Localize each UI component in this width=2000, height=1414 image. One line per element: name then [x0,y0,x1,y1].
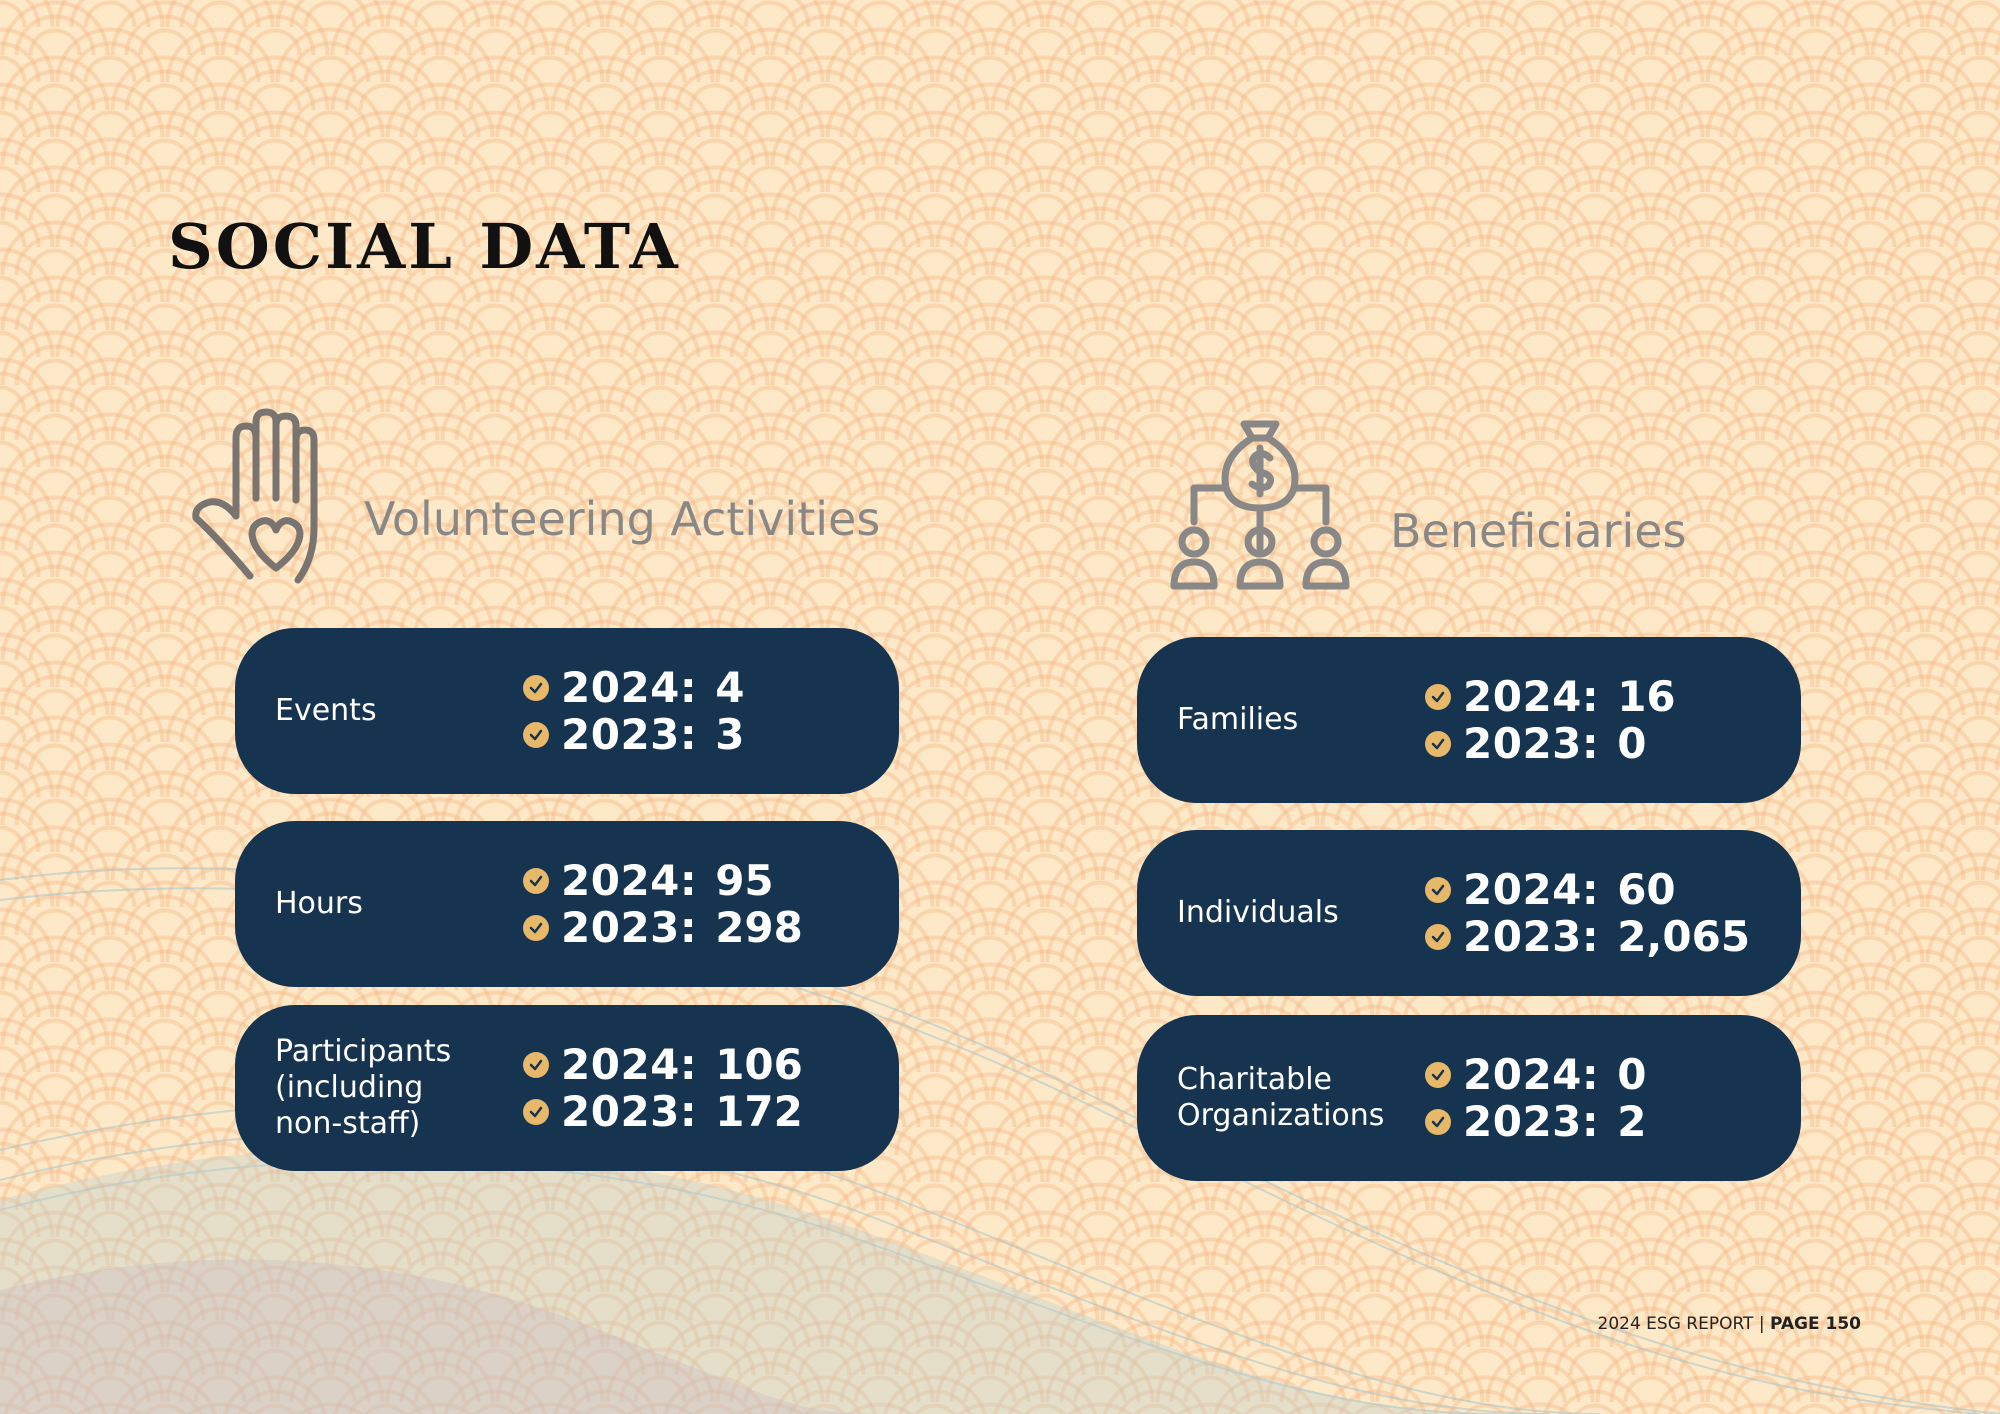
year-label: 2023: [1463,719,1600,768]
check-circle-icon [523,722,549,748]
card-values [1425,866,1750,960]
card-label: Charitable Organizations [1177,1062,1385,1133]
year-label: 2024: [1463,672,1600,721]
check-circle-icon [523,868,549,894]
value-row-2023 [1425,1098,1646,1145]
year-value: 4 [715,663,745,712]
year-value: 2,065 [1617,912,1751,961]
card-label: Hours [275,886,363,921]
check-circle-icon [1425,924,1451,950]
year-label: 2023: [1463,1097,1600,1146]
volunteering-heading: Volunteering Activities [364,492,881,546]
card-values [1425,673,1676,767]
year-label: 2024: [1463,865,1600,914]
year-value: 16 [1617,672,1676,721]
value-row-2023 [1425,720,1676,767]
year-value: 0 [1617,1050,1647,1099]
year-label: 2024: [1463,1050,1600,1099]
card-values [523,1041,803,1135]
card-label: Participants (including non-staff) [275,1034,452,1141]
beneficiaries-card-families [1137,637,1801,803]
card-values [1425,1051,1646,1145]
check-circle-icon [1425,731,1451,757]
hand-heart-icon [188,408,338,586]
check-circle-icon [523,1052,549,1078]
volunteering-card-participants [235,1005,899,1171]
year-label: 2023: [561,710,698,759]
year-label: 2024: [561,856,698,905]
value-row-2023 [523,904,803,951]
value-row-2024 [1425,673,1676,720]
footer-separator: | [1758,1314,1765,1334]
beneficiaries-card-charitable-organizations [1137,1015,1801,1181]
check-circle-icon [1425,684,1451,710]
card-values [523,857,803,951]
year-label: 2023: [561,903,698,952]
year-value: 298 [715,903,803,952]
year-value: 2 [1617,1097,1647,1146]
value-row-2023 [1425,913,1750,960]
footer-page-number: PAGE 150 [1769,1314,1861,1334]
card-label: Families [1177,702,1299,737]
value-row-2024 [1425,1051,1646,1098]
check-circle-icon [1425,1062,1451,1088]
year-value: 3 [715,710,745,759]
value-row-2024 [1425,866,1750,913]
card-label: Events [275,693,377,728]
money-bag-people-icon [1170,418,1350,592]
card-values [523,664,744,758]
card-label: Individuals [1177,895,1339,930]
value-row-2024 [523,664,744,711]
check-circle-icon [1425,1109,1451,1135]
value-row-2024 [523,1041,803,1088]
page-footer [1598,1314,1862,1334]
footer-report-label: 2024 ESG REPORT [1597,1314,1754,1334]
year-value: 60 [1617,865,1676,914]
year-value: 106 [715,1040,803,1089]
beneficiaries-card-individuals [1137,830,1801,996]
check-circle-icon [523,915,549,941]
volunteering-card-hours [235,821,899,987]
check-circle-icon [1425,877,1451,903]
volunteering-card-events [235,628,899,794]
year-label: 2024: [561,663,698,712]
year-label: 2024: [561,1040,698,1089]
check-circle-icon [523,1099,549,1125]
value-row-2023 [523,711,744,758]
value-row-2023 [523,1088,803,1135]
beneficiaries-heading: Beneficiaries [1390,504,1687,558]
year-value: 95 [715,856,774,905]
year-value: 0 [1617,719,1647,768]
check-circle-icon [523,675,549,701]
year-label: 2023: [1463,912,1600,961]
page-title: SOCIAL DATA [168,210,681,283]
year-label: 2023: [561,1087,698,1136]
value-row-2024 [523,857,803,904]
year-value: 172 [715,1087,803,1136]
